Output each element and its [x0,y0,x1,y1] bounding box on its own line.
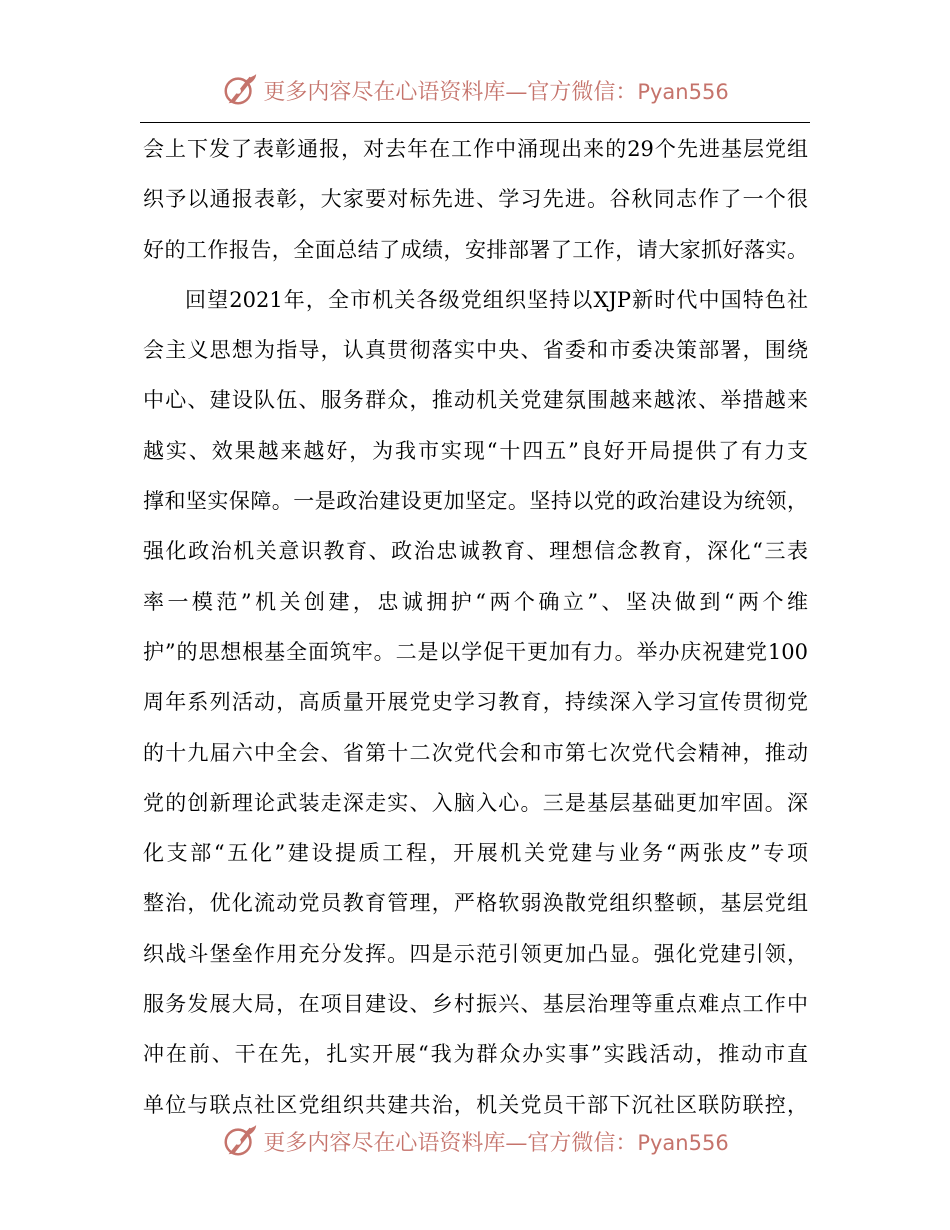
quill-logo-icon [221,1122,259,1160]
text-line: 整治，优化流动党员教育管理，严格软弱涣散党组织整顿，基层党组 [143,891,808,916]
text-line: 会上下发了表彰通报，对去年在工作中涌现出来的29个先进基层党组 [143,137,808,161]
banner-text [263,75,728,106]
text-line: 化支部“五化”建设提质工程，开展机关党建与业务“两张皮”专项 [143,841,808,866]
text-line: 冲在前、干在先，扎实开展“我为群众办实事”实践活动，推动市直 [143,1042,808,1067]
text-line: 会主义思想为指导，认真贯彻落实中央、省委和市委决策部署，围绕 [143,338,808,363]
text-line: 好的工作报告，全面总结了成绩，安排部署了工作，请大家抓好落实。 [143,237,808,262]
text-line: 织战斗堡垒作用充分发挥。四是示范引领更加凸显。强化党建引领， [143,941,808,966]
text-line: 织予以通报表彰，大家要对标先进、学习先进。谷秋同志作了一个很 [143,187,808,212]
text-line: 周年系列活动，高质量开展党史学习教育，持续深入学习宣传贯彻党 [143,690,808,715]
quill-logo-icon [221,71,259,109]
text-line: 党的创新理论武装走深走实、入脑入心。三是基层基础更加牢固。深 [143,790,808,815]
text-line: 中心、建设队伍、服务群众，推动机关党建氛围越来越浓、举措越来 [143,388,808,413]
wechat-id: Pyan556 [637,79,729,104]
text-line: 服务发展大局，在项目建设、乡村振兴、基层治理等重点难点工作中 [143,992,808,1017]
text-line: 护”的思想根基全面筑牢。二是以学促干更加有力。举办庆祝建党100 [143,639,808,664]
banner-label: 更多内容尽在心语资料库—官方微信： [263,79,638,105]
text-line: 单位与联点社区党组织共建共治，机关党员干部下沉社区联防联控， [143,1092,808,1117]
banner-label: 更多内容尽在心语资料库—官方微信： [263,1130,638,1156]
text-line: 强化政治机关意识教育、政治忠诚教育、理想信念教育，深化“三表 [143,539,808,564]
text-line: 越实、效果越来越好，为我市实现“十四五”良好开局提供了有力支 [143,438,808,463]
header-divider [140,122,810,123]
document-body [143,124,808,1130]
text-line: 撑和坚实保障。一是政治建设更加坚定。坚持以党的政治建设为统领， [143,489,808,514]
footer-banner [0,1119,950,1163]
header-banner [0,68,950,112]
banner-text [263,1126,728,1157]
text-line: 的十九届六中全会、省第十二次党代会和市第七次党代会精神，推动 [143,740,808,765]
text-line: 率一模范”机关创建，忠诚拥护“两个确立”、坚决做到“两个维 [143,589,808,614]
wechat-id: Pyan556 [637,1130,729,1155]
text-line: 回望2021年，全市机关各级党组织坚持以XJP新时代中国特色社 [185,287,808,312]
